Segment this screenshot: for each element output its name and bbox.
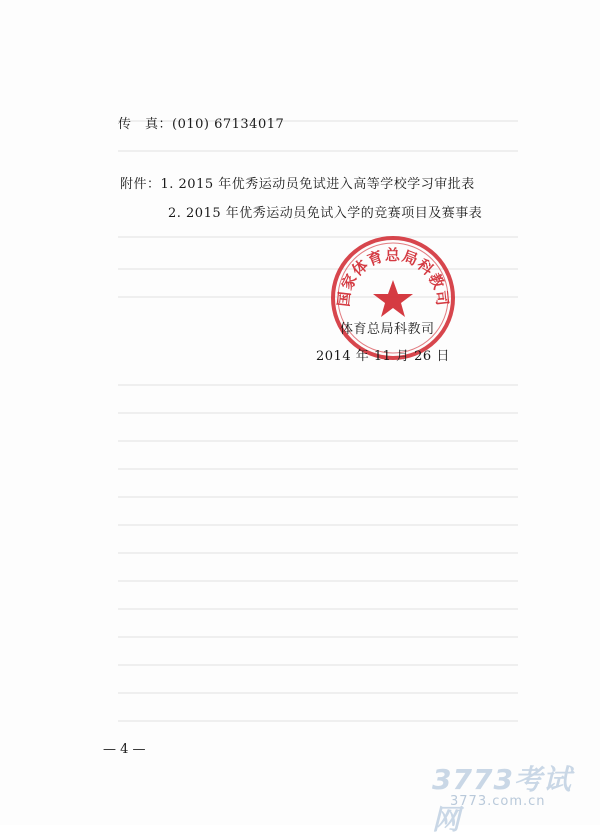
svg-text:国家体育总局科教司: 国家体育总局科教司 bbox=[334, 246, 452, 308]
attachment-item-2: 2. 2015 年优秀运动员免试入学的竞赛项目及赛事表 bbox=[168, 206, 483, 221]
issue-date: 2014 年 11 月 26 日 bbox=[316, 349, 450, 364]
page-number: — 4 — bbox=[103, 742, 146, 757]
site-watermark bbox=[432, 758, 592, 836]
watermark-url: 3773.com.cn bbox=[450, 794, 546, 809]
issuer-signature: 体育总局科教司 bbox=[340, 322, 435, 337]
fax-number: 传 真：(010) 67134017 bbox=[118, 117, 285, 132]
watermark-brand: 3773考试网 bbox=[432, 763, 572, 836]
attachment-item-1: 附件：1. 2015 年优秀运动员免试进入高等学校学习审批表 bbox=[120, 177, 475, 192]
